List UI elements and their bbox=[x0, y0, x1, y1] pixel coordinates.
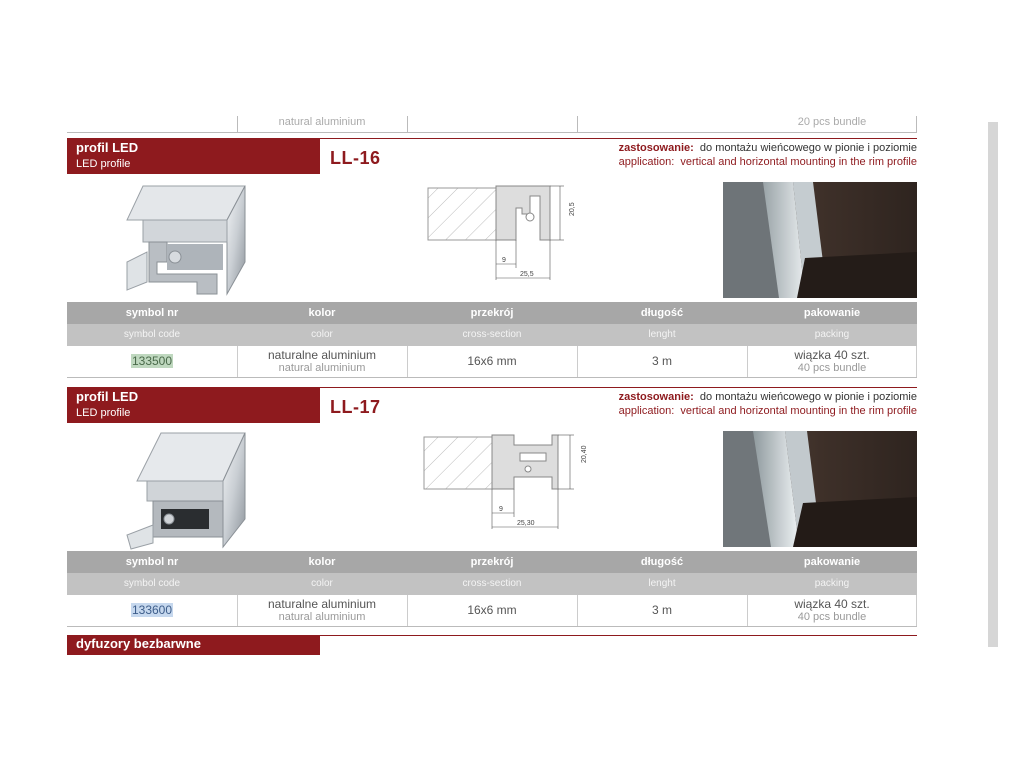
section-cell bbox=[407, 595, 577, 626]
table-row bbox=[67, 346, 917, 378]
cross-section-drawing bbox=[422, 184, 576, 284]
dimension-width: 25,5 bbox=[520, 271, 534, 278]
packing-en: 40 pcs bundle bbox=[797, 611, 867, 623]
header-packing-en: packing bbox=[814, 578, 850, 589]
color-cell bbox=[237, 595, 407, 626]
dimension-offset: 9 bbox=[502, 257, 506, 264]
dimension-height: 20,40 bbox=[581, 445, 588, 463]
header-section-en: cross-section bbox=[462, 578, 522, 589]
header-color: kolor bbox=[308, 307, 336, 319]
table-header-pl bbox=[67, 551, 917, 573]
length-value: 3 m bbox=[651, 354, 672, 368]
header-packing: pakowanie bbox=[803, 307, 861, 319]
model-code: LL-16 bbox=[330, 148, 381, 168]
header-length: długość bbox=[640, 307, 684, 319]
symbol-code[interactable]: 133600 bbox=[131, 603, 173, 617]
packing-cell bbox=[747, 346, 917, 377]
table-header-pl bbox=[67, 302, 917, 324]
packing-pl: wiązka 40 szt. bbox=[794, 597, 870, 611]
column-divider bbox=[916, 595, 917, 626]
header-symbol-en: symbol code bbox=[123, 578, 181, 589]
product-section-ll16 bbox=[67, 138, 917, 388]
section-rule bbox=[320, 138, 917, 139]
column-divider bbox=[916, 346, 917, 377]
column-divider bbox=[916, 116, 917, 132]
packing-pl: wiązka 40 szt. bbox=[794, 348, 870, 362]
packing-en: 40 pcs bundle bbox=[797, 362, 867, 374]
column-divider bbox=[577, 116, 578, 132]
header-section: przekrój bbox=[470, 556, 514, 568]
prev-packing-sub: 20 pcs bundle bbox=[797, 116, 867, 128]
header-section-en: cross-section bbox=[462, 329, 522, 340]
installation-photo bbox=[723, 431, 917, 547]
header-packing: pakowanie bbox=[803, 556, 861, 568]
previous-table-row bbox=[67, 116, 917, 133]
category-tag bbox=[67, 138, 320, 174]
header-symbol-en: symbol code bbox=[123, 329, 181, 340]
header-length-en: lenght bbox=[648, 578, 676, 589]
length-value: 3 m bbox=[651, 603, 672, 617]
application-en: application: vertical and horizontal mounting in the rim profile bbox=[618, 156, 917, 168]
section-value: 16x6 mm bbox=[467, 603, 517, 617]
product-table bbox=[67, 551, 917, 627]
header-section: przekrój bbox=[470, 307, 514, 319]
color-cell bbox=[237, 346, 407, 377]
header-length-en: lenght bbox=[648, 329, 676, 340]
header-symbol: symbol nr bbox=[125, 307, 179, 319]
category-title-pl: profil LED bbox=[76, 389, 139, 404]
table-header-en bbox=[67, 324, 917, 346]
product-table bbox=[67, 302, 917, 378]
dimension-offset: 9 bbox=[499, 506, 503, 513]
section-value: 16x6 mm bbox=[467, 354, 517, 368]
table-header-en bbox=[67, 573, 917, 595]
category-tag bbox=[67, 387, 320, 423]
installation-photo bbox=[723, 182, 917, 298]
cross-section-drawing bbox=[422, 433, 588, 533]
category-title-en: LED profile bbox=[76, 158, 131, 170]
symbol-code[interactable]: 133500 bbox=[131, 354, 173, 368]
color-pl: naturalne aluminium bbox=[267, 597, 377, 611]
document-viewport bbox=[0, 116, 1024, 651]
product-section-ll17 bbox=[67, 387, 917, 637]
category-title-en: LED profile bbox=[76, 407, 131, 419]
section-rule bbox=[320, 387, 917, 388]
color-pl: naturalne aluminium bbox=[267, 348, 377, 362]
symbol-cell bbox=[67, 346, 237, 377]
symbol-cell bbox=[67, 595, 237, 626]
dimension-height: 20,5 bbox=[569, 202, 576, 216]
header-color-en: color bbox=[311, 578, 333, 589]
column-divider bbox=[407, 116, 408, 132]
header-color-en: color bbox=[311, 329, 333, 340]
prev-color-sub: natural aluminium bbox=[278, 116, 366, 128]
section-rule bbox=[320, 635, 917, 636]
profile-product-image bbox=[127, 182, 257, 298]
application-pl: zastosowanie: do montażu wieńcowego w pionie i poziomie bbox=[618, 142, 917, 154]
vertical-scrollbar[interactable] bbox=[988, 122, 998, 647]
next-section-title: dyfuzory bezbarwne bbox=[76, 636, 201, 651]
color-en: natural aluminium bbox=[278, 611, 366, 623]
model-code: LL-17 bbox=[330, 397, 381, 417]
section-cell bbox=[407, 346, 577, 377]
length-cell bbox=[577, 346, 747, 377]
header-color: kolor bbox=[308, 556, 336, 568]
category-title-pl: profil LED bbox=[76, 140, 139, 155]
packing-cell bbox=[747, 595, 917, 626]
application-en: application: vertical and horizontal mounting in the rim profile bbox=[618, 405, 917, 417]
header-packing-en: packing bbox=[814, 329, 850, 340]
length-cell bbox=[577, 595, 747, 626]
next-section-tag bbox=[67, 635, 320, 655]
table-row bbox=[67, 595, 917, 627]
color-en: natural aluminium bbox=[278, 362, 366, 374]
dimension-width: 25,30 bbox=[517, 520, 535, 527]
profile-product-image bbox=[127, 431, 257, 549]
application-pl: zastosowanie: do montażu wieńcowego w pionie i poziomie bbox=[618, 391, 917, 403]
header-symbol: symbol nr bbox=[125, 556, 179, 568]
header-length: długość bbox=[640, 556, 684, 568]
